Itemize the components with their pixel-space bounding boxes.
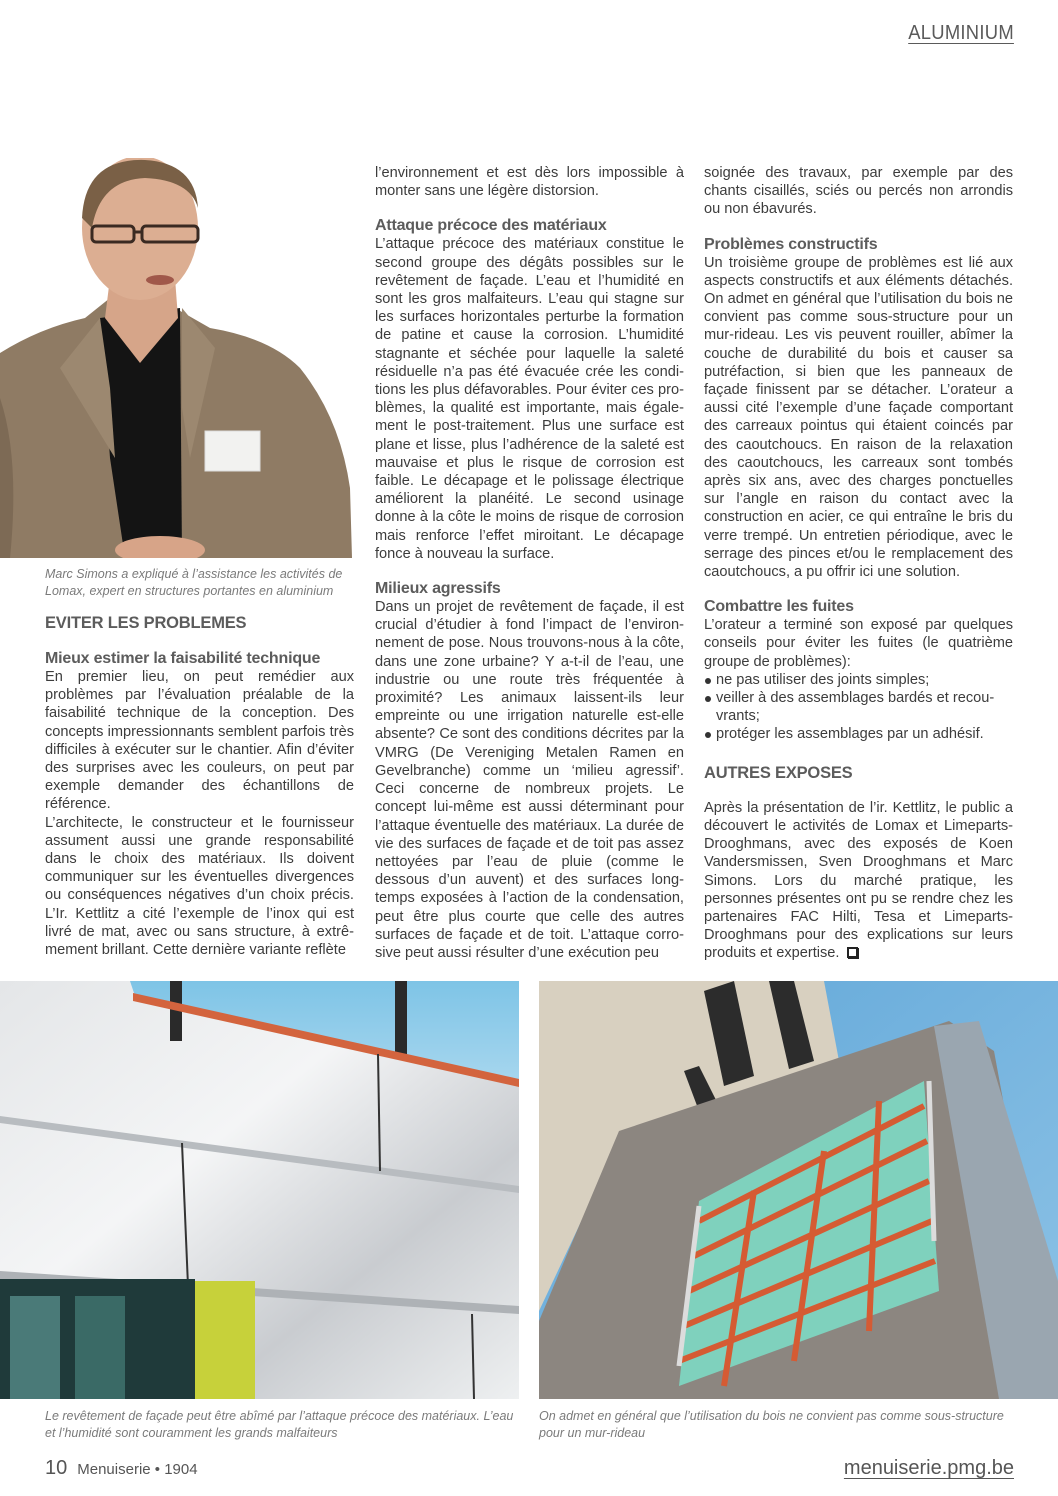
facade-photo-left xyxy=(0,981,519,1399)
paragraph: l’environnement et est dès lors impossible à monter sans une légère distorsion. xyxy=(375,165,684,200)
publication-name: Menuiserie • 1904 xyxy=(77,1461,198,1478)
paragraph: Un troisième groupe de problèmes est lié aux aspects constructifs et aux éléments détachés. On admet en général que l’utilisation du bois ne convient pas comme sous-structure pour un mur-rideau. Les vis peuvent rouiller, abîmer la couche de durabilité du bois et causer sa putréfaction, si bien que les panneaux de façade finissent par se détacher. L’orateur a aussi cité l’exemple d’une façade comportant des carreaux pointus qui étaient coincés par des caoutchoucs. En raison de la relaxation des caoutchoucs, les carreaux sont tombés après six ans, avec des charges ponctuelles sur l’angle en raison du contact avec la construction en acier, ce qui entraîne le bris du verre trempé. Un entretien périodique, avec le serrage des pinces et/ou le remplacement des caoutchoucs, a pu offrir ici une solution. xyxy=(704,254,1013,581)
portrait-image xyxy=(0,158,352,558)
list-item: veiller à des assemblages bardés et recouvrants; xyxy=(704,689,1013,725)
facade-photo-right xyxy=(539,981,1058,1399)
photo-right-caption: On admet en général que l’utilisation du bois ne convient pas comme sous-structure pour un mur-rideau xyxy=(539,1409,1004,1440)
subheading-attaque: Attaque précoce des matériaux xyxy=(375,217,607,235)
section-heading-eviter: EVITER LES PROBLEMES xyxy=(45,614,247,632)
column-2 xyxy=(375,164,684,962)
column-1 xyxy=(45,614,354,959)
paragraph: soignée des travaux, par exemple par des chants cisaillés, sciés ou percés non arrondis ou non ébavurés. xyxy=(704,165,1013,218)
website-link[interactable]: menuiserie.pmg.be xyxy=(843,1457,1014,1479)
end-of-article-icon xyxy=(847,947,858,958)
section-heading-autres: AUTRES EXPOSES xyxy=(704,763,853,782)
subheading-faisabilite: Mieux estimer la faisabilité technique xyxy=(45,650,321,667)
paragraph: L’orateur a terminé son exposé par quelques conseils pour éviter les fuites (le quatrième groupe de problèmes): xyxy=(704,617,1013,670)
paragraph-text: Après la présentation de l’ir. Kettlitz, le public a découvert le activités de Lomax et Limeparts-Drooghmans, avec des exposés de Koen Vandersmissen, Sven Drooghmans et Marc Simons. Lors du marché pratique, les personnes présentes ont pu se rendre chez les partenaires FAC Hilti, Tesa et Limeparts-Drooghmans pour des explications sur leurs produits et expertise. xyxy=(704,799,1013,962)
subheading-milieux: Milieux agressifs xyxy=(375,580,501,598)
page-number: 10 xyxy=(45,1457,68,1479)
paragraph: L’attaque précoce des matériaux constitue le second groupe des dégâts possibles sur le revêtement de façade. L’eau et l’humidité en sont les gros malfaiteurs. L’eau qui stagne sur les surfaces horizontales perturbe la formation de patine et cause la corrosion. L’humidité stagnante et séchée pour laquelle la saleté résiduelle n’a pas été évacuée crée les conditions les plus défavorables. Pour éviter ces problèmes, la qualité est importante, mais également le post-traitement. Plus une surface est plane et lisse, plus l’adhérence de la saleté est mauvaise et plus le risque de corrosion est faible. Le décapage et le polissage électrique améliorent la planéité. Le second usinage donne à la côte le moins de risque de corrosion mais renforce l’effet miroitant. Le décapage fonce à nouveau la surface. xyxy=(375,236,684,562)
section-tag: ALUMINIUM xyxy=(908,22,1014,44)
portrait-photo xyxy=(0,158,352,558)
subheading-fuites: Combattre les fuites xyxy=(704,598,854,616)
facade-image-right xyxy=(539,981,1058,1399)
subheading-constructifs: Problèmes constructifs xyxy=(704,235,878,253)
list-item: protéger les assemblages par un adhésif. xyxy=(704,725,1013,743)
bullet-list xyxy=(704,671,1013,744)
facade-image-left xyxy=(0,981,519,1399)
paragraph: En premier lieu, on peut remédier aux problèmes par l’évaluation préalable de la faisabilité technique de la conception. Des concepts impressionnants semblent parfois très difficiles à exécuter sur le chantier. Afin d’éviter des surprises avec les couleurs, on peut par exemple demander des échantillons de référence. xyxy=(45,669,354,813)
paragraph: Dans un projet de revêtement de façade, il est crucial d’étudier à fond l’impact de l’environnement de pose. Nous trouvons-nous à la côte, dans une zone urbaine? Y a-t-il de l’eau, une industrie ou une route très fréquentée à proximité? Les animaux laissent-ils leur empreinte ou une irrigation naturelle est-elle absente? Ce sont des conditions décrites par la VMRG (De Vereniging Metalen Ramen en Gevelbranche) comme un ‘milieu agressif’. Ceci concerne de nombreux projets. Le concept lui-même est aussi déterminant pour l’attaque éventuelle des matériaux. La durée de vie des surfaces de façade et de toit pas assez nettoyées par l’eau de pluie (comme le dessous d’un auvent) et des surfaces longtemps exposées à l’action de la condensation, peut être plus courte que celle des autres surfaces de façade et de toit. L’attaque corrosive peut aussi résulter d’une exécution peu xyxy=(375,599,684,961)
portrait-caption: Marc Simons a expliqué à l’assistance les activités de Lomax, expert en structures portantes en aluminium xyxy=(45,567,343,598)
photo-left-caption: Le revêtement de façade peut être abîmé par l’attaque précoce des matériaux. L’eau et l’humidité sont couramment les grands malfaiteurs xyxy=(45,1409,514,1440)
footer-left xyxy=(45,1457,198,1480)
paragraph: L’architecte, le constructeur et le fournisseur assument aussi une grande responsabilité dans le choix des matériaux. Ils doivent communiquer sur les éventuelles divergences ou conséquences négatives d’un choix précis. L’Ir. Kettlitz a cité l’exemple de l’inox qui est livré de mat, avec ou sans structure, à extrêmement brillant. Cette dernière variante reflète xyxy=(45,814,354,959)
column-3 xyxy=(704,164,1013,963)
paragraph xyxy=(704,799,1013,963)
list-item: ne pas utiliser des joints simples; xyxy=(704,671,1013,689)
